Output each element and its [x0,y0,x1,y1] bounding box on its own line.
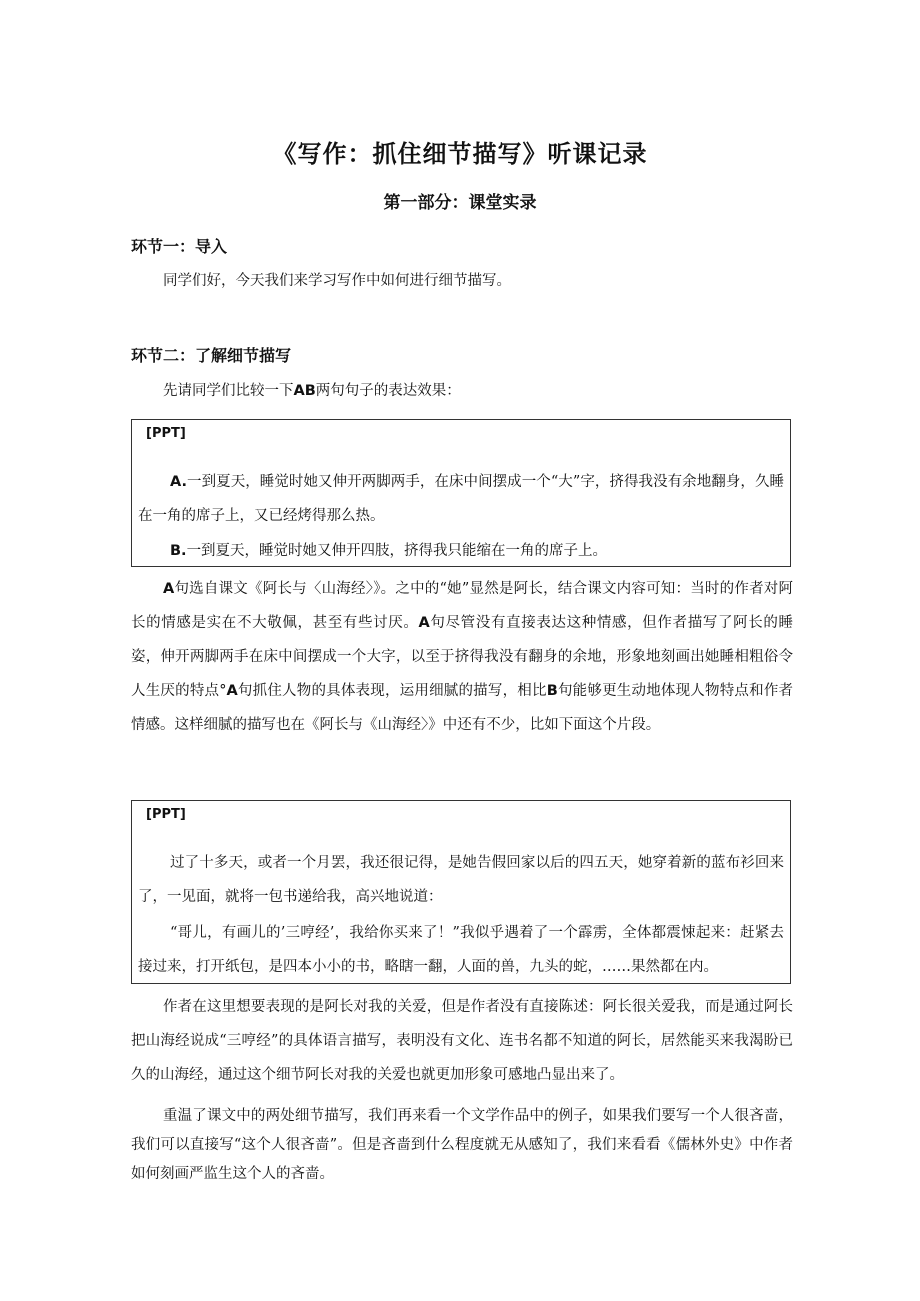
sentence-b-text: 一到夏天，睡觉时她又伸开四肢，挤得我只能缩在一角的席子上。 [186,543,608,559]
analysis1-text-3: 句抓住人物的具体表现，运用细腻的描写，相比 [237,683,547,699]
analysis-paragraph-1 [131,572,793,742]
sentence-a-text: 一到夏天，睡觉时她又伸开两脚两手，在床中间摆成一个“大”字，挤得我没有余地翻身，久睡在一角的席子上，又已经烤得那么热。 [138,474,784,524]
intro-pre: 先请同学们比较一下 [163,383,294,399]
analysis1-mark-1: A [163,581,175,597]
ppt-box-2 [131,800,791,984]
analysis-paragraph-2: 作者在这里想要表现的是阿长对我的关爱，但是作者没有直接陈述：阿长很关爱我，而是通过阿长把山海经说成“三哼经”的具体语言描写，表明没有文化、连书名都不知道的阿长，居然能买来我渴盼已久的山海经，通过这个细节阿长对我的关爱也就更加形象可感地凸显出来了。 [131,999,793,1083]
analysis1-text-4: 句能够更生动地体现人物特点和作者情感。这样细腻的描写也在《阿长与《山海经〉》中还有不少，比如下面这个片段。 [131,683,794,733]
analysis-paragraph-3: 重温了课文中的两处细节描写，我们再来看一个文学作品中的例子，如果我们要写一个人很吝啬，我们可以直接写“这个人很吝啬”。但是吝啬到什么程度就无从感知了，我们来看看《儒林外史》中作者如何刻画严监生这个人的吝啬。 [131,1108,793,1182]
analysis1-mark-3: A [226,683,238,699]
section1-text: 同学们好，今天我们来学习写作中如何进行细节描写。 [163,273,511,289]
document-title: 《写作：抓住细节描写》听课记录 [272,140,648,168]
sentence-a-marker: A. [170,474,187,490]
sentence-b-marker: B. [170,543,187,559]
ppt-label-2: [PPT] [146,807,186,822]
section-heading-2: 环节二：了解细节描写 [131,346,292,365]
section-heading-1: 环节一：导入 [131,237,228,256]
ppt1-sentence-a [138,465,784,533]
section2-intro [131,381,793,401]
analysis1-mark-2: A [418,615,430,631]
part-title: 第一部分：课堂实录 [383,193,537,213]
intro-ab: AB [293,383,316,399]
analysis1-text-1: 句选自课文《阿长与〈山海经〉》。之中的“她”显然是阿长，结合课文内容可知：当时的作者对阿长的情感是实在不大敬佩，甚至有些讨厌。 [131,581,793,631]
ppt2-paragraph-1: 过了十多天，或者一个月罢，我还很记得，是她告假回家以后的四五天，她穿着新的蓝布衫回来了，一见面，就将一包书递给我，高兴地说道： [138,855,784,905]
ppt-label-1: [PPT] [146,426,186,441]
ppt1-sentence-b [138,534,784,568]
ppt-box-1 [131,419,791,567]
analysis1-mark-4: B [546,683,558,699]
analysis1-text-2: 句尽管没有直接表达这种情感，但作者描写了阿长的睡姿，伸开两脚两手在床中间摆成一个大字，以至于挤得我没有翻身的余地，形象地刻画出她睡相粗俗令人生厌的特点° [131,615,793,699]
intro-post: 两句句子的表达效果： [315,383,461,399]
ppt2-paragraph-2: “哥儿，有画儿的’三哼经’，我给你买来了！”我似乎遇着了一个霹雳，全体都震悚起来：赶紧去接过来，打开纸包，是四本小小的书，略瞎一翻，人面的兽，九头的蛇，……果然都在内。 [138,925,784,975]
